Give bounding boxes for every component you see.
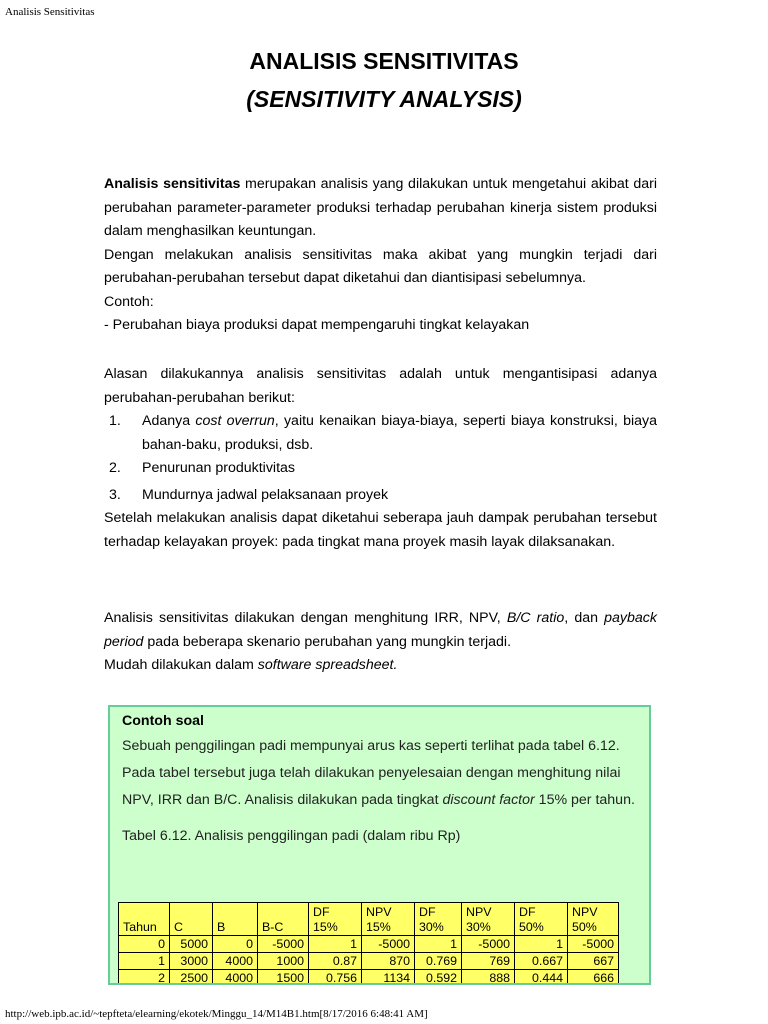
method-text: pada beberapa skenario perubahan yang mungkin terjadi. <box>143 633 512 650</box>
table-cell: 888 <box>462 970 515 986</box>
reasons-section <box>104 363 657 554</box>
list-number: 3. <box>109 486 121 503</box>
table-cell: 2500 <box>170 970 213 986</box>
example-box-content <box>122 713 642 844</box>
list-item <box>104 484 657 508</box>
table-cell: 667 <box>568 953 619 970</box>
spreadsheet-text: Mudah dilakukan dalam <box>104 657 258 673</box>
column-header: NPV 15% <box>362 903 415 936</box>
column-header: NPV 30% <box>462 903 515 936</box>
spreadsheet-emphasis: software spreadsheet. <box>257 657 398 673</box>
table-cell: 0.756 <box>309 970 362 986</box>
table-cell: 0.667 <box>515 953 568 970</box>
table-cell: -5000 <box>362 936 415 953</box>
table-cell: 0.87 <box>309 953 362 970</box>
table-cell: 1 <box>515 936 568 953</box>
column-header: B <box>213 903 258 936</box>
method-emphasis: payback period <box>104 610 657 650</box>
page-title: ANALISIS SENSITIVITAS <box>249 48 519 74</box>
example-box-title: Contoh soal <box>122 713 204 729</box>
table-cell: 666 <box>568 970 619 986</box>
page-footer-url: http://web.ipb.ac.id/~tepfteta/elearning/ekotek/Minggu_14/M14B1.htm[8/17/2016 6:48:41 AM] <box>5 1008 428 1020</box>
page-header-title: Analisis Sensitivitas <box>5 6 95 18</box>
definition-text: merupakan analisis yang dilakukan untuk mengetahui akibat dari perubahan parameter-parameter produksi terhadap perubahan kinerja sistem produksi dalam menghasilkan keuntungan. <box>104 176 657 239</box>
table-cell: 4000 <box>213 953 258 970</box>
column-header: DF 50% <box>515 903 568 936</box>
column-header: B-C <box>258 903 309 936</box>
example-item: - Perubahan biaya produksi dapat mempengaruhi tingkat kelayakan <box>104 317 530 333</box>
table-cell: 3000 <box>170 953 213 970</box>
table-cell: 0.444 <box>515 970 568 986</box>
term-bold: Analisis sensitivitas <box>104 176 241 192</box>
table-cell: 0.769 <box>415 953 462 970</box>
example-emphasis: discount factor <box>442 792 535 808</box>
table-cell: 0 <box>213 936 258 953</box>
method-section <box>104 607 657 678</box>
list-text: Adanya <box>142 413 196 429</box>
table-body <box>119 936 619 986</box>
header-row <box>119 903 619 936</box>
table-cell: 1 <box>415 936 462 953</box>
column-header: C <box>170 903 213 936</box>
example-box-text <box>122 733 642 814</box>
column-header: NPV 50% <box>568 903 619 936</box>
intro-section <box>104 173 657 338</box>
table-cell: -5000 <box>568 936 619 953</box>
spreadsheet-paragraph <box>104 654 657 678</box>
definition-paragraph <box>104 173 657 244</box>
example-text: Sebuah penggilingan padi mempunyai arus kas seperti terlihat pada tabel 6.12. Pada tabel tersebut juga telah dilakukan penyelesaian dengan menghitung nilai NPV, IRR dan B/C. Analisis dilakukan pada tingkat <box>122 738 621 808</box>
table-header <box>119 903 619 936</box>
list-emphasis: cost overrun <box>195 413 275 429</box>
table-cell: -5000 <box>462 936 515 953</box>
list-text: , yaitu kenaikan biaya-biaya, seperti biaya konstruksi, biaya bahan-baku, produksi, dsb. <box>142 413 657 453</box>
table-cell: 1 <box>309 936 362 953</box>
table-row <box>119 970 619 986</box>
method-paragraph <box>104 607 657 654</box>
example-label: Contoh: <box>104 293 154 310</box>
table-cell: -5000 <box>258 936 309 953</box>
table-cell: 1134 <box>362 970 415 986</box>
reasons-list <box>104 410 657 507</box>
table-cell: 4000 <box>213 970 258 986</box>
cashflow-table <box>118 902 619 985</box>
table-row <box>119 953 619 970</box>
method-emphasis: B/C ratio <box>506 610 565 626</box>
table-row <box>119 936 619 953</box>
list-number: 2. <box>109 460 121 476</box>
method-text: Analisis sensitivitas dilakukan dengan menghitung IRR, NPV, <box>104 610 507 626</box>
list-item <box>104 457 657 481</box>
table-cell: 1 <box>119 953 170 970</box>
table-caption: Tabel 6.12. Analisis penggilingan padi (dalam ribu Rp) <box>122 828 461 844</box>
page-subtitle: (SENSITIVITY ANALYSIS) <box>246 86 522 112</box>
table-cell: 0 <box>119 936 170 953</box>
table-cell: 870 <box>362 953 415 970</box>
table-cell: 1500 <box>258 970 309 986</box>
table-cell: 5000 <box>170 936 213 953</box>
list-item <box>104 410 657 457</box>
list-text: Penurunan produktivitas <box>142 460 296 476</box>
table-cell: 769 <box>462 953 515 970</box>
example-box <box>108 705 651 985</box>
conclusion-paragraph: Setelah melakukan analisis dapat diketahui seberapa jauh dampak perubahan tersebut terhadap kelayakan proyek: pada tingkat mana proyek masih layak dilaksanakan. <box>104 510 657 550</box>
reasons-paragraph: Alasan dilakukannya analisis sensitivitas adalah untuk mengantisipasi adanya perubahan-perubahan berikut: <box>104 366 657 406</box>
column-header: DF 15% <box>309 903 362 936</box>
purpose-paragraph: Dengan melakukan analisis sensitivitas maka akibat yang mungkin terjadi dari perubahan-perubahan tersebut dapat diketahui dan diantisipasi sebelumnya. <box>104 246 657 286</box>
table-cell: 1000 <box>258 953 309 970</box>
column-header: Tahun <box>119 903 170 936</box>
table-cell: 2 <box>119 970 170 986</box>
example-text: 15% per tahun. <box>534 792 635 808</box>
list-text: Mundurnya jadwal pelaksanaan proyek <box>142 486 389 503</box>
method-text: , dan <box>564 610 605 626</box>
list-number: 1. <box>109 413 121 429</box>
table-cell: 0.592 <box>415 970 462 986</box>
column-header: DF 30% <box>415 903 462 936</box>
